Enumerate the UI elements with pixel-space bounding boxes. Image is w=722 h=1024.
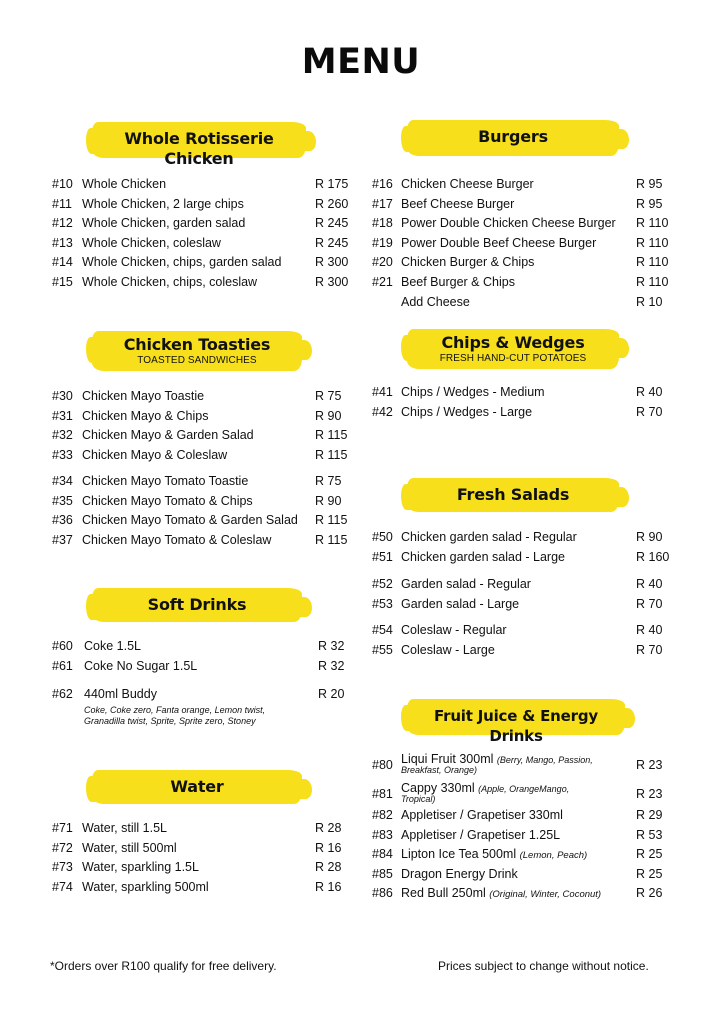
item-name-group (82, 273, 257, 293)
item-name: Appletiser / Grapetiser 330ml (401, 808, 563, 822)
section-soft-drinks (52, 637, 352, 676)
banner-burgers (407, 120, 619, 156)
item-number: #52 (372, 577, 393, 591)
item-price: R 32 (318, 658, 345, 673)
banner-fresh-salads (407, 478, 619, 512)
item-price: R 28 (315, 860, 342, 875)
item-note: (Lemon, Peach) (519, 850, 588, 862)
item-name-group (401, 403, 532, 423)
item-price: R 32 (318, 639, 345, 653)
item-name-group (401, 548, 565, 568)
item-number: #61 (52, 658, 73, 673)
item-number: #21 (372, 274, 393, 289)
menu-item-row (372, 293, 672, 313)
item-number: #73 (52, 860, 73, 875)
item-name: Chicken Mayo Tomato & Chips (82, 493, 253, 508)
menu-item-row (372, 273, 672, 293)
menu-item-row (372, 806, 672, 826)
item-number: #86 (372, 886, 393, 901)
item-name: Chicken Mayo & Garden Salad (82, 428, 254, 443)
menu-item-row (52, 637, 352, 657)
item-name: Lipton Ice Tea 500ml (401, 847, 517, 862)
section-title: Chips & Wedges (441, 333, 585, 352)
item-price: R 20 (318, 687, 345, 701)
item-number: #85 (372, 866, 393, 881)
item-name: Chicken garden salad - Large (401, 549, 565, 564)
banner-chips-wedges (407, 329, 619, 369)
item-name: Chicken Mayo Tomato Toastie (82, 474, 249, 488)
item-name-group (82, 839, 177, 859)
item-number: #81 (372, 787, 393, 801)
item-price: R 53 (636, 827, 663, 842)
menu-item-row (52, 426, 352, 446)
section-salads-2 (372, 575, 672, 614)
item-name: Chips / Wedges - Medium (401, 385, 545, 399)
section-title: Soft Drinks (147, 595, 247, 614)
item-price: R 90 (636, 530, 663, 544)
menu-item-row (372, 826, 672, 846)
item-note: (Apple, OrangeMango, (478, 784, 570, 794)
item-name-group (401, 195, 514, 215)
item-number: #53 (372, 596, 393, 611)
menu-item-row (372, 548, 672, 568)
item-price: R 29 (636, 808, 663, 822)
item-note: Coke, Coke zero, Fanta orange, Lemon twist, (84, 705, 266, 715)
item-note: Granadilla twist, Sprite, Sprite zero, Stoney (84, 716, 256, 726)
item-price: R 245 (315, 235, 349, 250)
menu-item-row (372, 403, 672, 423)
item-number: #17 (372, 196, 393, 211)
section-burgers (372, 175, 672, 312)
item-number: #32 (52, 428, 73, 443)
item-name: 440ml Buddy (84, 687, 157, 701)
item-name: Chicken Burger & Chips (401, 255, 535, 270)
menu-item-row (372, 845, 672, 865)
item-name: Whole Chicken (82, 177, 167, 191)
menu-item-row (372, 175, 672, 195)
item-name-group (82, 407, 208, 427)
section-title: Water (170, 777, 224, 796)
menu-item-row (52, 175, 352, 195)
item-name: Power Double Beef Cheese Burger (401, 235, 597, 250)
item-price: R 16 (315, 840, 342, 855)
item-price: R 70 (636, 642, 663, 657)
item-number: #83 (372, 827, 393, 842)
item-price: R 115 (315, 428, 348, 443)
item-liqui-fruit (372, 752, 672, 780)
item-name-group (82, 175, 166, 195)
item-name: Beef Burger & Chips (401, 274, 515, 289)
item-number: #50 (372, 530, 393, 544)
item-name-group (401, 884, 601, 905)
item-number: #11 (52, 196, 72, 211)
item-price: R 245 (315, 216, 349, 231)
item-name-group (401, 383, 545, 403)
item-name-group (82, 531, 271, 551)
item-name-group (82, 819, 167, 839)
item-number: #80 (372, 758, 393, 772)
item-name-group (82, 858, 199, 878)
menu-item-row (52, 387, 352, 407)
page-title: MENU (301, 42, 421, 82)
item-price: R 110 (636, 216, 669, 231)
item-number: #19 (372, 235, 393, 250)
section-subtitle: FRESH HAND-CUT POTATOES (439, 353, 587, 364)
footer-price-note: Prices subject to change without notice. (438, 959, 649, 973)
item-name-group (82, 446, 227, 466)
item-number: #15 (52, 274, 73, 289)
menu-item-row (372, 884, 672, 904)
section-toasties-1 (52, 387, 352, 465)
item-number: #12 (52, 216, 73, 231)
item-number: #14 (52, 255, 73, 270)
item-buddy (52, 685, 352, 725)
item-name-group (401, 641, 495, 661)
item-name-group (401, 865, 518, 885)
item-name-group (401, 528, 577, 548)
item-price: R 10 (636, 294, 663, 309)
menu-item-row (372, 641, 672, 661)
item-number: #18 (372, 216, 393, 231)
item-name: Cappy 330ml (401, 781, 475, 795)
section-salads-3 (372, 621, 672, 660)
item-number: #62 (52, 687, 73, 701)
item-price: R 23 (636, 758, 663, 772)
item-name: Whole Chicken, garden salad (82, 216, 246, 231)
item-price: R 25 (636, 866, 663, 881)
item-price: R 25 (636, 847, 663, 862)
banner-chicken-toasties (92, 331, 302, 371)
section-water (52, 819, 352, 897)
menu-item-row (372, 575, 672, 595)
item-name-group (401, 273, 515, 293)
item-price: R 40 (636, 385, 663, 399)
menu-item-row (372, 865, 672, 885)
item-name-group (84, 657, 197, 677)
item-note: (Berry, Mango, Passion, (496, 755, 593, 765)
menu-item-row (372, 253, 672, 273)
item-name: Water, sparkling 1.5L (82, 860, 199, 875)
banner-water (92, 770, 302, 804)
item-name: Water, sparkling 500ml (82, 879, 209, 894)
item-name: Add Cheese (401, 294, 470, 309)
item-name-group (82, 472, 248, 492)
menu-item-row (372, 595, 672, 615)
item-name: Coke 1.5L (84, 639, 141, 653)
item-name-group (82, 492, 253, 512)
menu-item-row (372, 214, 672, 234)
section-title: Chicken Toasties (123, 335, 271, 354)
item-name-group (401, 806, 563, 826)
item-price: R 28 (315, 821, 342, 835)
item-name-group (401, 214, 616, 234)
item-price: R 40 (636, 577, 663, 591)
menu-item-row (372, 528, 672, 548)
menu-item-row (52, 511, 352, 531)
section-subtitle: TOASTED SANDWICHES (137, 355, 257, 366)
item-number: #60 (52, 639, 73, 653)
item-name: Whole Chicken, coleslaw (82, 235, 221, 250)
item-price: R 75 (315, 474, 342, 488)
item-name: Whole Chicken, chips, garden salad (82, 255, 282, 270)
menu-item-row (52, 858, 352, 878)
item-name: Garden salad - Regular (401, 577, 531, 591)
item-price: R 23 (636, 787, 663, 801)
menu-item-row (52, 839, 352, 859)
item-price: R 300 (315, 255, 349, 270)
item-number: #84 (372, 847, 393, 862)
item-price: R 75 (315, 389, 342, 403)
item-number: #31 (52, 408, 73, 423)
item-number: #20 (372, 255, 393, 270)
item-name-group (401, 826, 560, 846)
menu-item-row (52, 531, 352, 551)
item-name: Water, still 1.5L (82, 821, 167, 835)
item-number: #55 (372, 642, 393, 657)
item-name: Appletiser / Grapetiser 1.25L (401, 827, 561, 842)
menu-item-row (52, 234, 352, 254)
menu-item-row (372, 621, 672, 641)
item-number: #33 (52, 447, 73, 462)
item-number: #16 (372, 177, 393, 191)
item-name-group (82, 387, 204, 407)
item-name: Beef Cheese Burger (401, 196, 515, 211)
section-toasties-2 (52, 472, 352, 550)
item-number: #35 (52, 493, 73, 508)
menu-item-row (52, 214, 352, 234)
menu-item-row (52, 819, 352, 839)
menu-item-row (52, 253, 352, 273)
item-name-group (82, 878, 209, 898)
menu-item-row (372, 195, 672, 215)
item-name-group (82, 214, 245, 234)
item-name: Coke No Sugar 1.5L (84, 658, 198, 673)
item-name: Whole Chicken, chips, coleslaw (82, 274, 258, 289)
section-chips (372, 383, 672, 422)
item-name-group (401, 621, 507, 641)
item-name: Chicken garden salad - Regular (401, 530, 577, 544)
item-price: R 70 (636, 404, 663, 419)
section-juice (372, 806, 672, 904)
item-price: R 40 (636, 623, 663, 637)
item-number: #30 (52, 389, 73, 403)
item-number: #13 (52, 235, 73, 250)
item-name: Coleslaw - Regular (401, 623, 507, 637)
item-price: R 110 (636, 235, 669, 250)
section-title: Fruit Juice & Energy Drinks (434, 707, 598, 745)
item-number: #82 (372, 808, 393, 822)
item-number: #71 (52, 821, 73, 835)
item-number: #74 (52, 879, 73, 894)
footer-delivery-note: *Orders over R100 qualify for free delivery. (50, 959, 277, 973)
item-price: R 26 (636, 886, 663, 901)
item-name-group (401, 575, 531, 595)
item-number: #72 (52, 840, 73, 855)
item-note: Tropical) (401, 794, 436, 804)
item-name: Chicken Mayo Toastie (82, 389, 205, 403)
item-name-group (82, 234, 221, 254)
section-title: Burgers (478, 127, 548, 146)
item-name-group (401, 595, 519, 615)
item-name: Liqui Fruit 300ml (401, 752, 494, 766)
menu-item-row (52, 273, 352, 293)
item-name: Chicken Mayo & Chips (82, 408, 209, 423)
item-price: R 300 (315, 274, 349, 289)
item-name-group (82, 195, 244, 215)
item-name-group (401, 293, 470, 313)
item-price: R 16 (315, 879, 342, 894)
item-name: Chicken Mayo & Coleslaw (82, 447, 228, 462)
menu-item-row (52, 472, 352, 492)
menu-item-row (52, 195, 352, 215)
item-name-group (82, 511, 298, 531)
item-note: (Original, Winter, Coconut) (489, 889, 602, 901)
item-number: #42 (372, 404, 393, 419)
item-name: Water, still 500ml (82, 840, 177, 855)
item-price: R 160 (636, 549, 670, 564)
item-name: Coleslaw - Large (401, 642, 495, 657)
banner-soft-drinks (92, 588, 302, 622)
banner-whole-chicken (92, 122, 306, 168)
item-name: Whole Chicken, 2 large chips (82, 196, 244, 211)
item-name: Power Double Chicken Cheese Burger (401, 216, 616, 231)
item-price: R 110 (636, 274, 669, 289)
item-price: R 90 (315, 493, 342, 508)
item-price: R 90 (315, 408, 342, 423)
item-name-group (82, 426, 254, 446)
item-price: R 110 (636, 255, 669, 270)
item-name-group (401, 234, 596, 254)
menu-item-row (52, 657, 352, 677)
item-note: Breakfast, Orange) (401, 765, 478, 775)
menu-item-row (372, 383, 672, 403)
item-price: R 115 (315, 447, 348, 462)
menu-item-row (52, 878, 352, 898)
item-price: R 260 (315, 196, 349, 211)
item-name: Chicken Mayo Tomato & Garden Salad (82, 513, 298, 528)
item-price: R 70 (636, 596, 663, 611)
item-number: #10 (52, 177, 73, 191)
item-name: Chicken Mayo Tomato & Coleslaw (82, 532, 272, 547)
item-price: R 115 (315, 513, 348, 528)
item-name-group (84, 637, 141, 657)
section-whole-chicken (52, 175, 352, 293)
item-name: Red Bull 250ml (401, 886, 486, 901)
section-title: Whole Rotisserie Chicken (124, 129, 274, 168)
item-number: #37 (52, 532, 73, 547)
item-name-group (82, 253, 281, 273)
item-cappy (372, 781, 672, 809)
item-price: R 175 (315, 177, 349, 191)
menu-item-row (52, 407, 352, 427)
item-number: #34 (52, 474, 73, 488)
menu-item-row (52, 446, 352, 466)
item-name-group (401, 175, 534, 195)
section-title: Fresh Salads (456, 485, 570, 504)
item-name-group (401, 845, 587, 866)
menu-item-row (372, 234, 672, 254)
item-price: R 95 (636, 177, 663, 191)
item-name: Garden salad - Large (401, 596, 520, 611)
item-number: #54 (372, 623, 393, 637)
item-number: #51 (372, 549, 393, 564)
item-name-group (401, 253, 534, 273)
menu-item-row (52, 492, 352, 512)
item-name: Chicken Cheese Burger (401, 177, 534, 191)
item-name: Dragon Energy Drink (401, 866, 518, 881)
banner-fruit-juice (407, 699, 625, 745)
item-name: Chips / Wedges - Large (401, 404, 533, 419)
item-price: R 115 (315, 532, 348, 547)
item-price: R 95 (636, 196, 663, 211)
item-number: #41 (372, 385, 393, 399)
item-number: #36 (52, 513, 73, 528)
section-salads-1 (372, 528, 672, 567)
